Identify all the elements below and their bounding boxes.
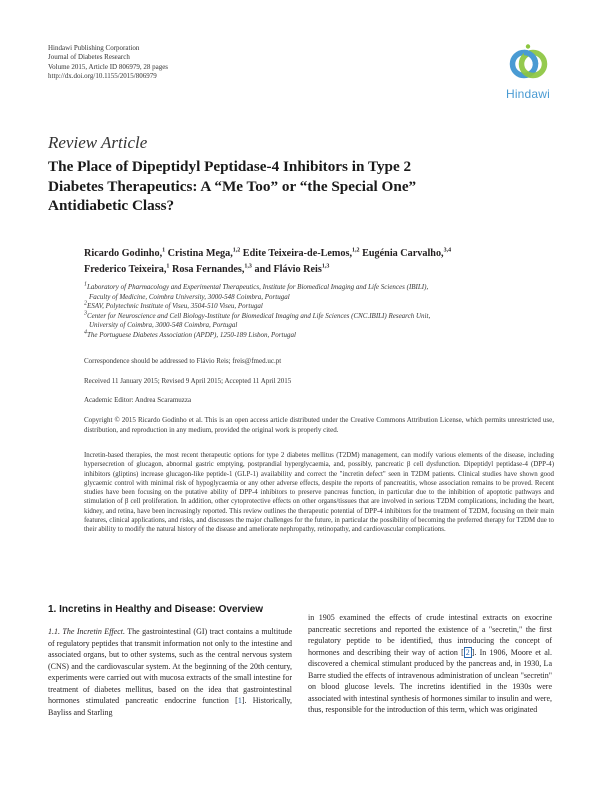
author-name[interactable]: Eugénia Carvalho, bbox=[362, 248, 444, 259]
journal-name: Journal of Diabetes Research bbox=[48, 53, 130, 62]
affiliation-continued: University of Coimbra, 3000-548 Coimbra, Portugal bbox=[89, 321, 238, 330]
author-affil-sup: 1,2 bbox=[232, 247, 241, 254]
correspondence: Correspondence should be addressed to Flávio Reis; freis@fmed.uc.pt bbox=[84, 357, 282, 365]
body-paragraph: in 1905 examined the effects of crude intestinal extracts on exocrine pancreatic secretions and reported the existence of a "secretin," the first regulatory peptide to be identified, thus introducing the concept of hormones and describing their way of action [ 2 ]. In 1906, Moore et al. discovered a chemical stimulant produced by the pancreas and, in 1930, La Barre studied the effects of intravenous administration of unclean "secretin" on blood glucose levels. The incretins identified in the 1930s were associated with intestinal synthesis of hormones similar to insulin and were, thus, responsible for the introduction of this term, which was originated bbox=[308, 613, 552, 715]
hindawi-logo-text: Hindawi bbox=[505, 87, 551, 101]
subsection-heading: 1.1. The Incretin Effect. bbox=[48, 627, 125, 636]
article-dates: Received 11 January 2015; Revised 9 April 2015; Accepted 11 April 2015 bbox=[84, 377, 292, 385]
reference-link[interactable]: 1 bbox=[237, 696, 242, 706]
author-affil-sup: 1,3 bbox=[321, 263, 330, 270]
publisher-name: Hindawi Publishing Corporation bbox=[48, 44, 140, 52]
abstract: Incretin-based therapies, the most recent therapeutic options for type 2 diabetes mellitus (T2DM) management, can modify various elements of the disease, including hypersecretion of glucagon, abnormal gastric emptying, postprandial hyperglycaemia, and, possibly, pancreatic β cell dysfunction. Dipeptidyl peptidase-4 (DPP-4) inhibitors (gliptins) increase glucagon-like peptide-1 (GLP-1) availability and correct the "incretin defect" seen in T2DM patients. Clinical studies have shown good glycaemic control with minimal risk of hypoglycaemia or any other adverse effects, despite the reports of pancreatitis, whose association remains to be proved. Recent studies have been focusing on the putative ability of DPP-4 inhibitors to preserve pancreas function, in particular due to the inhibition of apoptotic pathways and stimulation of β cell proliferation. In addition, other cytoprotective effects on other organs/tissues that are involved in serious T2DM complications, including the heart, kidney, and retina, have been increasingly reported. This review outlines the therapeutic potential of DPP-4 inhibitors for the treatment of T2DM, focusing on their main features, clinical applications, and risks, and discusses the major challenges for the future, in particular the possibility of becoming the preferred therapy for T2DM due to their ability to modify the natural history of the disease and ameliorate nephropathy, retinopathy, and cardiovascular complications. bbox=[84, 452, 554, 534]
article-type: Review Article bbox=[48, 133, 148, 152]
title-line: Antidiabetic Class? bbox=[48, 197, 175, 214]
title-line: The Place of Dipeptidyl Peptidase-4 Inhibitors in Type 2 bbox=[48, 158, 412, 175]
section-heading: 1. Incretins in Healthy and Disease: Overview bbox=[48, 604, 264, 615]
title-line: Diabetes Therapeutics: A “Me Too” or “the Special One” bbox=[48, 177, 417, 195]
author-line bbox=[84, 246, 564, 262]
affiliation: $^2$ESAV, Polytechnic Institute of Viseu, 3504-510 Viseu, Portugal bbox=[84, 300, 263, 311]
author-name[interactable]: Frederico Teixeira, bbox=[84, 263, 167, 275]
journal-header bbox=[48, 44, 168, 82]
author-name[interactable]: Edite Teixeira-de-Lemos, bbox=[242, 248, 353, 259]
hindawi-logo bbox=[498, 42, 558, 106]
author-list bbox=[84, 246, 564, 277]
body-paragraph: 1.1. The Incretin Effect. The gastrointestinal (GI) tract contains a multitude of regulatory peptides that transmit information not only to the intestine and associated organs, but to other systems, such as the central nervous system (CNS) and the cardiovascular system. At the beginning of the 20th century, experiments were carried out with mucosa extracts of the small intestine for treatment of diabetes mellitus, based on the idea that gastrointestinal hormones stimulated pancreatic endocrine function [1]. Historically, Bayliss and Starling bbox=[48, 627, 293, 717]
affiliation: $^4$The Portuguese Diabetes Association (APDP), 1250-189 Lisbon, Portugal bbox=[84, 329, 296, 339]
volume-info: Volume 2015, Article ID 806979, 28 pages bbox=[48, 62, 169, 71]
affiliations bbox=[84, 283, 554, 341]
academic-editor: Academic Editor: Andrea Scaramuzza bbox=[84, 396, 192, 404]
hindawi-logo-icon bbox=[506, 42, 550, 86]
author-affil-sup: 1 bbox=[166, 263, 170, 270]
author-name[interactable]: Ricardo Godinho, bbox=[84, 248, 163, 259]
author-name[interactable]: Rosa Fernandes, bbox=[171, 263, 245, 275]
author-affil-sup: 1,3 bbox=[244, 263, 252, 270]
author-affil-sup: 3,4 bbox=[443, 247, 452, 254]
affiliation-continued: Faculty of Medicine, Coimbra University, 3000-548 Coimbra, Portugal bbox=[89, 292, 290, 301]
right-column bbox=[308, 612, 552, 716]
author-affil-sup: 1,2 bbox=[352, 247, 360, 254]
doi-link[interactable]: http://dx.doi.org/10.1155/2015/806979 bbox=[48, 72, 157, 81]
author-affil-sup: 1 bbox=[162, 247, 166, 254]
author-name[interactable]: and Flávio Reis bbox=[254, 263, 322, 275]
affiliation: $^1$Laboratory of Pharmacology and Experimental Therapeutics, Institute for Biomedical Imaging and Life Sciences (IBILI), bbox=[84, 281, 429, 291]
article-title bbox=[48, 157, 548, 216]
author-name[interactable]: Cristina Mega, bbox=[167, 248, 233, 259]
left-column bbox=[48, 604, 292, 718]
reference-link[interactable]: 2 bbox=[465, 647, 470, 657]
author-line bbox=[84, 262, 564, 278]
affiliation: $^3$Center for Neuroscience and Cell Biology-Institute for Biomedical Imaging and Life Sciences (CNC.IBILI) Research Unit, bbox=[84, 310, 431, 320]
copyright-notice: Copyright © 2015 Ricardo Godinho et al. This is an open access article distributed under the Creative Commons Attribution License, which permits unrestricted use, distribution, and reproduction in any medium, provided the original work is properly cited. bbox=[84, 416, 554, 434]
